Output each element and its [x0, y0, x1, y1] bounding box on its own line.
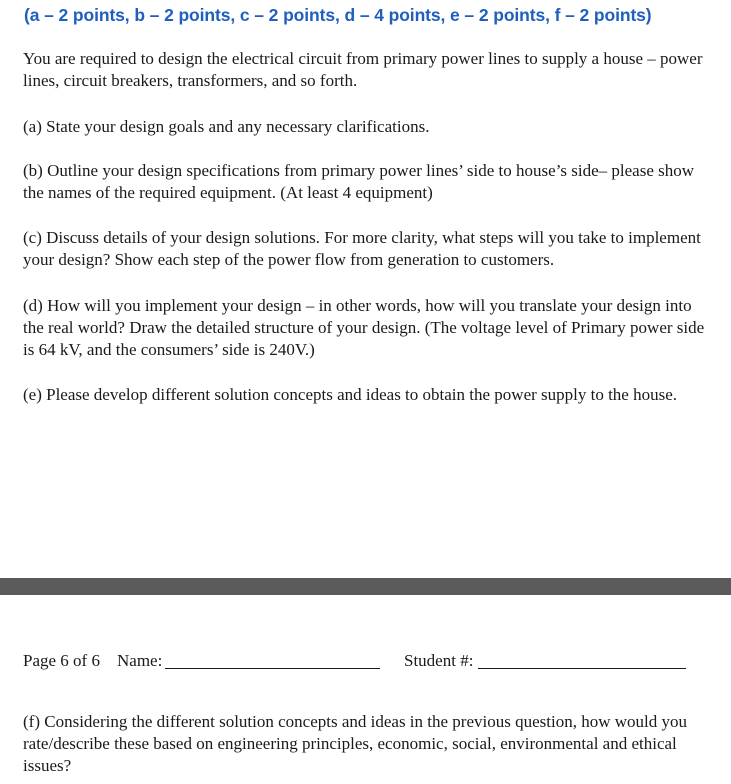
page-divider — [0, 578, 731, 595]
question-d: (d) How will you implement your design – in other words, how will you translate your design into the real world? Draw the detailed structure of your design. (The voltage level of Primary power side is 64 kV, and the consumers’ side is 240V.) — [23, 296, 705, 359]
name-blank[interactable] — [165, 668, 380, 669]
name-label: Name: — [117, 651, 163, 670]
student-number-blank[interactable] — [478, 668, 686, 669]
page-number: Page 6 of 6 — [23, 651, 100, 670]
question-b: (b) Outline your design specifications from primary power lines’ side to house’s side– please show the names of the required equipment. (At least 4 equipment) — [23, 161, 695, 202]
student-number-label: Student #: — [404, 651, 474, 670]
intro-text: You are required to design the electrical circuit from primary power lines to supply a house – power lines, circuit breakers, transformers, and so forth. — [23, 49, 703, 90]
question-e: (e) Please develop different solution concepts and ideas to obtain the power supply to the house. — [23, 385, 678, 404]
question-f: (f) Considering the different solution concepts and ideas in the previous question, how would you rate/describe these based on engineering principles, economic, social, environmental and ethical issues? — [23, 712, 687, 775]
question-a: (a) State your design goals and any necessary clarifications. — [23, 117, 430, 136]
question-c: (c) Discuss details of your design solutions. For more clarity, what steps will you take to implement your design? Show each step of the power flow from generation to customers. — [23, 228, 701, 269]
points-header: (a – 2 points, b – 2 points, c – 2 points, d – 4 points, e – 2 points, f – 2 points) — [24, 5, 652, 25]
